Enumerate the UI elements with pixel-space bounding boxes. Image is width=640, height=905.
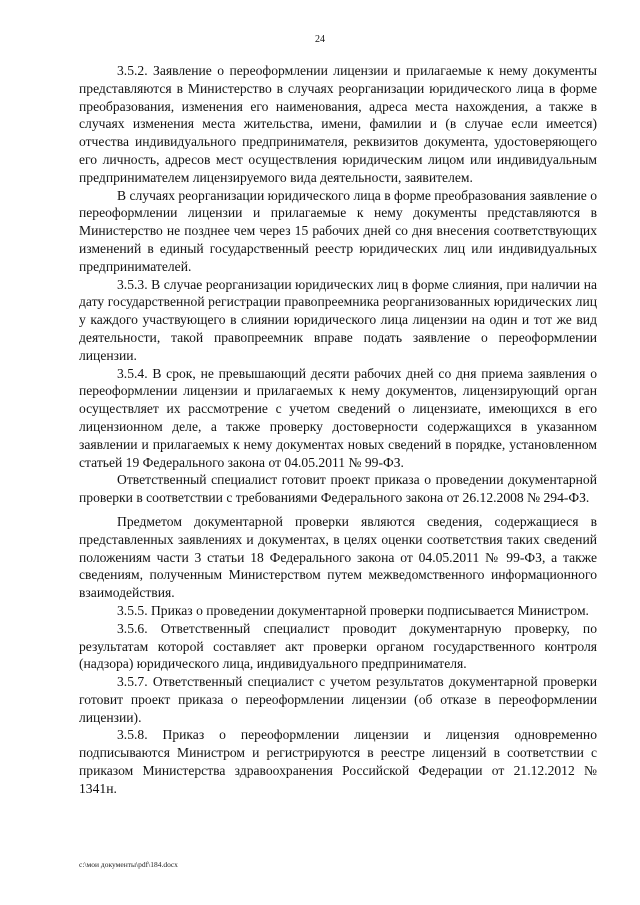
document-body: [79, 62, 597, 798]
footer-file-path: c:\мои документы\pdf\184.docx: [79, 860, 178, 869]
paragraph-3-5-5: 3.5.5. Приказ о проведении документарной проверки подписывается Министром.: [117, 602, 589, 618]
paragraph-3-5-3: 3.5.3. В случае реорганизации юридических лиц в форме слияния, при наличии на дату государственной регистрации правопреемника реорганизованных юридических лиц у каждого участвующего в слиянии юридического лица лицензии на один и тот же вид деятельности, такой правопреемник вправе подать заявление о переоформлении лицензии.: [79, 276, 597, 363]
paragraph-reorganization-deadline: В случаях реорганизации юридического лица в форме преобразования заявление о переоформлении лицензии и прилагаемые к нему документы представляются в Министерство не позднее чем через 15 рабочих дней со дня внесения соответствующих изменений в единый государственный реестр юридических лиц или индивидуальных предпринимателей.: [79, 187, 597, 274]
paragraph-3-5-4: 3.5.4. В срок, не превышающий десяти рабочих дней со дня приема заявления о переоформлении лицензии и прилагаемых к нему документов, лицензирующий орган осуществляет их рассмотрение с учетом сведений о лицензиате, имеющихся в его лицензионном деле, а также проверку достоверности содержащихся в указанном заявлении и прилагаемых к нему документах новых сведений в порядке, установленном статьей 19 Федерального закона от 04.05.2011 № 99-ФЗ.: [79, 365, 597, 470]
page-number: 24: [315, 34, 325, 45]
paragraph-order-draft: Ответственный специалист готовит проект приказа о проведении документарной проверки в соответствии с требованиями Федерального закона от 26.12.2008 № 294-ФЗ.: [79, 472, 597, 506]
paragraph-3-5-2: 3.5.2. Заявление о переоформлении лицензии и прилагаемые к нему документы представляются в Министерство в случаях реорганизации юридического лица в форме преобразования, изменения его наименования, адреса места нахождения, а также в случаях изменения места жительства, имени, фамилии и (в случае если имеется) отчества индивидуального предпринимателя, реквизитов документа, удостоверяющего его личность, адресов мест осуществления юридическим лицом или индивидуальным предпринимателем лицензируемого вида деятельности, заявителем.: [79, 63, 597, 185]
paragraph-3-5-7: 3.5.7. Ответственный специалист с учетом результатов документарной проверки готовит проект приказа о переоформлении лицензии (об отказе в переоформлении лицензии).: [79, 674, 597, 725]
paragraph-3-5-8: 3.5.8. Приказ о переоформлении лицензии и лицензия одновременно подписываются Министром и регистрируются в реестре лицензий в соответствии с приказом Министерства здравоохранения Российской Федерации от 21.12.2012 № 1341н.: [79, 727, 597, 796]
paragraph-3-5-6: 3.5.6. Ответственный специалист проводит документарную проверку, по результатам которой составляет акт проверки органом государственного контроля (надзора) юридического лица, индивидуального предпринимателя.: [79, 620, 597, 672]
paragraph-inspection-subject: Предметом документарной проверки являются сведения, содержащиеся в представленных заявлениях и документах, в целях оценки соответствия таких сведений положениям части 3 статьи 18 Федерального закона от 04.05.2011 № 99-ФЗ, а также сведениям, полученным Министерством путем межведомственного информационного взаимодействия.: [79, 513, 597, 601]
